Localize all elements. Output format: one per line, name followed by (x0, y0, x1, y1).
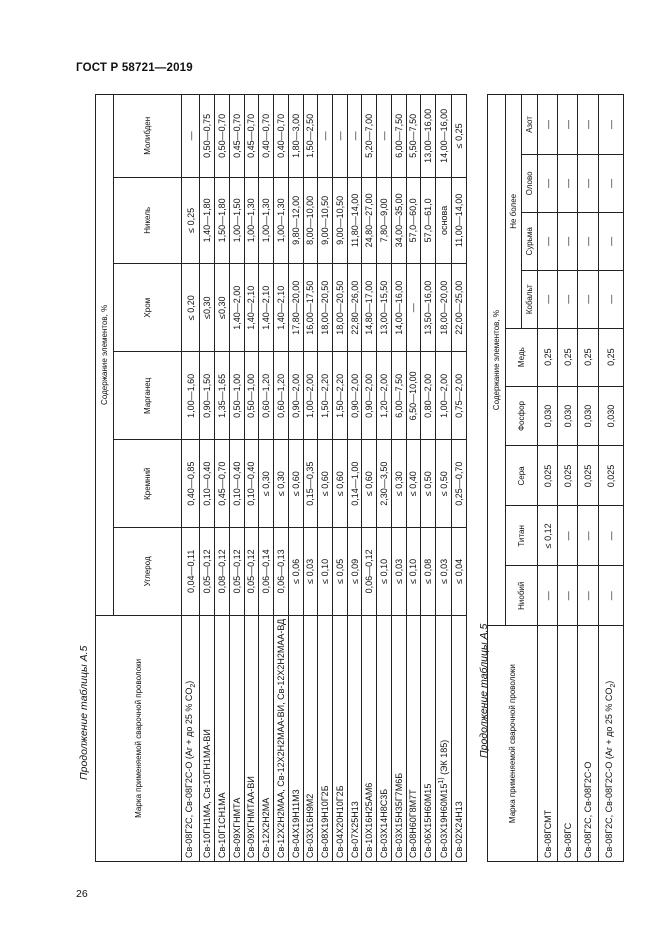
value-cell: 18,00—20,00 (435, 264, 451, 352)
value-cell: 14,00—16,00 (435, 95, 451, 178)
table-row (332, 95, 347, 862)
table-row (215, 95, 230, 862)
value-cell: 1,20—2,00 (377, 352, 392, 440)
table-row (362, 95, 377, 862)
value-cell: 6,50—10,00 (406, 352, 421, 440)
wire-mark-cell: Св-08Х19Н10Г2Б (318, 615, 333, 861)
value-cell: 16,00—17,50 (303, 264, 318, 352)
value-cell: — (598, 270, 623, 328)
table2-col-header: Медь (506, 328, 538, 386)
value-cell: ≤0,30 (200, 264, 215, 352)
table-row (421, 95, 436, 862)
value-cell: ≤ 0,30 (391, 440, 406, 528)
wire-mark-cell: Св-10ГН1МА, Св-10ГН1МА-ВИ (200, 615, 215, 861)
wire-mark-cell: Св-08ГС (558, 626, 578, 862)
value-cell: 0,90—1,50 (200, 352, 215, 440)
table-row (598, 95, 623, 862)
value-cell: 11,80—14,00 (347, 177, 362, 263)
table-row (558, 95, 578, 862)
value-cell: 9,80—12,00 (288, 177, 303, 263)
value-cell: — (598, 95, 623, 155)
value-cell: 0,025 (578, 446, 598, 506)
value-cell: 1,00—1,30 (244, 177, 259, 263)
value-cell: — (538, 154, 558, 212)
value-cell: 0,25—0,70 (452, 440, 467, 528)
value-cell: 0,25 (558, 328, 578, 386)
value-cell: ≤ 0,50 (421, 440, 436, 528)
table-row (538, 95, 558, 862)
table2-caption: Продолжение таблицы А.5 (478, 623, 490, 758)
value-cell: ≤ 0,25 (182, 177, 200, 263)
table2-col-header: Олово (522, 154, 538, 212)
value-cell: 6,00—7,50 (391, 352, 406, 440)
wire-mark-cell: Св-12Х2Н2МАА, Св-12Х2Н2МАА-ВИ, Св-12Х2Н2МАА-ВД (274, 615, 289, 861)
wire-mark-cell: Св-08Г2С, Св-08Г2С-О (Ar + до 25 % $CO_2$) (598, 626, 623, 862)
table2-col-header: Азот (522, 95, 538, 155)
value-cell: 0,025 (558, 446, 578, 506)
value-cell: 0,60—1,20 (274, 352, 289, 440)
value-cell: 8,00—10,00 (303, 177, 318, 263)
value-cell: 0,25 (538, 328, 558, 386)
value-cell: — (377, 95, 392, 178)
value-cell: 6,00—7,50 (391, 95, 406, 178)
value-cell: 0,90—2,00 (362, 352, 377, 440)
value-cell: — (598, 154, 623, 212)
value-cell: — (538, 270, 558, 328)
value-cell: — (558, 212, 578, 270)
value-cell: 24,80—27,00 (362, 177, 377, 263)
value-cell: 0,45—0,70 (229, 95, 244, 178)
wire-mark-cell: Св-04Х19Н11М3 (288, 615, 303, 861)
value-cell: основа (435, 177, 451, 263)
wire-mark-cell: Св-02Х24Н13 (452, 615, 467, 861)
value-cell: 1,00—1,30 (274, 177, 289, 263)
composition-table-2 (487, 94, 624, 862)
value-cell: — (578, 212, 598, 270)
wire-mark-cell: Св-08Н60Г8М7Т (406, 615, 421, 861)
table-row (406, 95, 421, 862)
table2-mark-header: Марка применяемой сварочной проволоки (488, 626, 538, 862)
table2-col-header: Фосфор (506, 386, 538, 446)
value-cell: 0,10—0,40 (200, 440, 215, 528)
value-cell: 1,80—3,00 (288, 95, 303, 178)
document-header: ГОСТ Р 58721—2019 (76, 62, 193, 74)
value-cell: 9,00—10,50 (318, 177, 333, 263)
value-cell: 0,90—2,00 (288, 352, 303, 440)
value-cell: 1,50—2,50 (303, 95, 318, 178)
table1-col-header: Хром (114, 264, 182, 352)
wire-mark-cell: Св-09ХГНМТАА-ВИ (244, 615, 259, 861)
value-cell: 0,60—1,20 (259, 352, 274, 440)
value-cell: ≤ 0,20 (182, 264, 200, 352)
wire-mark-cell: Св-12Х2Н2МА (259, 615, 274, 861)
value-cell: ≤ 0,08 (421, 528, 436, 616)
table2-col-header: Ниобий (506, 566, 538, 626)
value-cell: ≤ 0,04 (452, 528, 467, 616)
value-cell: 0,25 (598, 328, 623, 386)
value-cell: 11,00—14,00 (452, 177, 467, 263)
table2-col-header: Титан (506, 506, 538, 566)
value-cell: — (332, 95, 347, 178)
value-cell: 0,45—0,70 (215, 440, 230, 528)
value-cell: 0,05—0,12 (200, 528, 215, 616)
value-cell: — (578, 270, 598, 328)
value-cell: 9,00—10,50 (332, 177, 347, 263)
value-cell: 0,40—0,70 (259, 95, 274, 178)
value-cell: — (558, 270, 578, 328)
value-cell: — (538, 95, 558, 155)
value-cell: 14,00—16,00 (391, 264, 406, 352)
value-cell: 2,30—3,50 (377, 440, 392, 528)
value-cell: ≤ 0,10 (318, 528, 333, 616)
value-cell: — (578, 506, 598, 566)
wire-mark-cell: Св-07Х25Н13 (347, 615, 362, 861)
value-cell: 1,50—2,20 (318, 352, 333, 440)
table1-col-header: Молибден (114, 95, 182, 178)
value-cell: ≤ 0,06 (288, 528, 303, 616)
wire-mark-cell: Св-03Х15Н35Г7М6Б (391, 615, 406, 861)
value-cell: — (406, 264, 421, 352)
value-cell: 0,05—0,12 (244, 528, 259, 616)
table2-col-header: Сурьма (522, 212, 538, 270)
value-cell: — (558, 95, 578, 155)
value-cell: 0,05—0,12 (229, 528, 244, 616)
value-cell: ≤ 0,09 (347, 528, 362, 616)
value-cell: — (598, 506, 623, 566)
wire-mark-cell: Св-04Х20Н10Г2Б (332, 615, 347, 861)
value-cell: ≤ 0,50 (435, 440, 451, 528)
wire-mark-cell: Св-08Г2С, Св-08Г2С-О (578, 626, 598, 862)
table-row (229, 95, 244, 862)
value-cell: 5,50—7,50 (406, 95, 421, 178)
table-row (318, 95, 333, 862)
value-cell: ≤ 0,40 (406, 440, 421, 528)
table2-col-header: Сера (506, 446, 538, 506)
value-cell: ≤ 0,30 (274, 440, 289, 528)
value-cell: 13,00—15,50 (377, 264, 392, 352)
table-row (288, 95, 303, 862)
value-cell: ≤ 0,05 (332, 528, 347, 616)
value-cell: 34,00—35,00 (391, 177, 406, 263)
value-cell: ≤ 0,60 (288, 440, 303, 528)
table-row (182, 95, 200, 862)
wire-mark-cell: Св-06Х15Н60М15 (421, 615, 436, 861)
value-cell: — (538, 566, 558, 626)
value-cell: 0,50—1,00 (244, 352, 259, 440)
value-cell: 18,00—20,50 (332, 264, 347, 352)
value-cell: 0,50—0,75 (200, 95, 215, 178)
value-cell: ≤0,30 (215, 264, 230, 352)
value-cell: 0,10—0,40 (244, 440, 259, 528)
value-cell: — (598, 212, 623, 270)
value-cell: ≤ 0,03 (303, 528, 318, 616)
value-cell: — (347, 95, 362, 178)
value-cell: 14,80—17,00 (362, 264, 377, 352)
value-cell: 0,08—0,12 (215, 528, 230, 616)
table1-col-header: Кремний (114, 440, 182, 528)
value-cell: ≤ 0,03 (391, 528, 406, 616)
value-cell: 0,50—0,70 (215, 95, 230, 178)
wire-mark-cell: Св-03Х14Н8С3Б (377, 615, 392, 861)
table-row (259, 95, 274, 862)
value-cell: ≤ 0,10 (377, 528, 392, 616)
value-cell: 1,00—1,50 (229, 177, 244, 263)
wire-mark-cell: Св-03Х16Н9М2 (303, 615, 318, 861)
composition-table-1 (95, 94, 467, 862)
value-cell: 22,80—26,00 (347, 264, 362, 352)
value-cell: — (578, 566, 598, 626)
value-cell: 1,50—1,80 (215, 177, 230, 263)
value-cell: 0,06—0,13 (274, 528, 289, 616)
value-cell: 18,00—20,50 (318, 264, 333, 352)
value-cell: ≤ 0,25 (452, 95, 467, 178)
table2-subgroup-header: Не более (506, 95, 522, 329)
value-cell: ≤ 0,60 (332, 440, 347, 528)
wire-mark-cell: Св-09ХГНМТА (229, 615, 244, 861)
value-cell: 1,00—1,60 (182, 352, 200, 440)
table-row (347, 95, 362, 862)
table1-caption: Продолжение таблицы А.5 (78, 645, 90, 780)
value-cell: 17,80—20,00 (288, 264, 303, 352)
value-cell: — (558, 506, 578, 566)
value-cell: 1,40—2,00 (229, 264, 244, 352)
table1-mark-header: Марка применяемой сварочной проволоки (96, 615, 182, 861)
table2-col-header: Кобальт (522, 270, 538, 328)
table-row (244, 95, 259, 862)
table1-container (95, 94, 467, 862)
table-row (377, 95, 392, 862)
table-row (303, 95, 318, 862)
value-cell: 5,20—7,00 (362, 95, 377, 178)
value-cell: 0,030 (598, 386, 623, 446)
value-cell: 57,0—60,0 (406, 177, 421, 263)
value-cell: — (538, 212, 558, 270)
value-cell: — (578, 154, 598, 212)
wire-mark-cell: Св-03Х19Н60М15$^{1)}$ (ЭК 185) (435, 615, 451, 861)
table1-group-header: Содержание элементов, % (96, 95, 114, 616)
table2-container (487, 94, 624, 862)
value-cell: 1,35—1,65 (215, 352, 230, 440)
value-cell: — (598, 566, 623, 626)
value-cell: 22,00—25,00 (452, 264, 467, 352)
value-cell: 0,40—0,70 (274, 95, 289, 178)
table2-group-header: Содержание элементов, % (488, 95, 506, 626)
table1-col-header: Марганец (114, 352, 182, 440)
value-cell: 0,50—1,00 (229, 352, 244, 440)
table1-col-header: Углерод (114, 528, 182, 616)
value-cell: 13,50—16,00 (421, 264, 436, 352)
value-cell: 1,00—2,00 (303, 352, 318, 440)
value-cell: 0,06—0,12 (362, 528, 377, 616)
table-row (274, 95, 289, 862)
wire-mark-cell: Св-10Х16Н25АМ6 (362, 615, 377, 861)
value-cell: 0,04—0,11 (182, 528, 200, 616)
value-cell: 0,030 (578, 386, 598, 446)
value-cell: 1,50—2,20 (332, 352, 347, 440)
value-cell: 1,00—1,30 (259, 177, 274, 263)
value-cell: 0,025 (598, 446, 623, 506)
value-cell: 0,40—0,85 (182, 440, 200, 528)
value-cell: 0,15—0,35 (303, 440, 318, 528)
value-cell: ≤ 0,30 (259, 440, 274, 528)
value-cell: ≤ 0,60 (362, 440, 377, 528)
table1-col-header: Никель (114, 177, 182, 263)
value-cell: 0,10—0,40 (229, 440, 244, 528)
value-cell: 0,90—2,00 (347, 352, 362, 440)
value-cell: — (578, 95, 598, 155)
value-cell: 1,40—2,10 (274, 264, 289, 352)
value-cell: 1,00—2,00 (435, 352, 451, 440)
page-number: 26 (76, 888, 88, 900)
table-row (391, 95, 406, 862)
value-cell: 1,40—2,10 (244, 264, 259, 352)
value-cell: 0,14—1,00 (347, 440, 362, 528)
value-cell: 0,030 (538, 386, 558, 446)
value-cell: — (318, 95, 333, 178)
value-cell: — (182, 95, 200, 178)
value-cell: 0,025 (538, 446, 558, 506)
value-cell: ≤ 0,60 (318, 440, 333, 528)
value-cell: 1,40—1,80 (200, 177, 215, 263)
value-cell: 0,80—2,00 (421, 352, 436, 440)
value-cell: 0,75—2,00 (452, 352, 467, 440)
value-cell: ≤ 0,12 (538, 506, 558, 566)
value-cell: 57,0—61,0 (421, 177, 436, 263)
wire-mark-cell: Св-10Г1СН1МА (215, 615, 230, 861)
table-row (452, 95, 467, 862)
value-cell: 0,030 (558, 386, 578, 446)
value-cell: — (558, 154, 578, 212)
table-row (200, 95, 215, 862)
value-cell: 0,45—0,70 (244, 95, 259, 178)
table-row (435, 95, 451, 862)
value-cell: 0,25 (578, 328, 598, 386)
wire-mark-cell: Св-08ГСМТ (538, 626, 558, 862)
value-cell: ≤ 0,10 (406, 528, 421, 616)
value-cell: — (558, 566, 578, 626)
table-row (578, 95, 598, 862)
value-cell: ≤ 0,03 (435, 528, 451, 616)
value-cell: 13,00—16,00 (421, 95, 436, 178)
wire-mark-cell: Св-08Г2С, Св-08Г2С-О (Ar + до 25 % $CO_2$) (182, 615, 200, 861)
value-cell: 7,80—9,00 (377, 177, 392, 263)
value-cell: 0,06—0,14 (259, 528, 274, 616)
value-cell: 1,40—2,10 (259, 264, 274, 352)
